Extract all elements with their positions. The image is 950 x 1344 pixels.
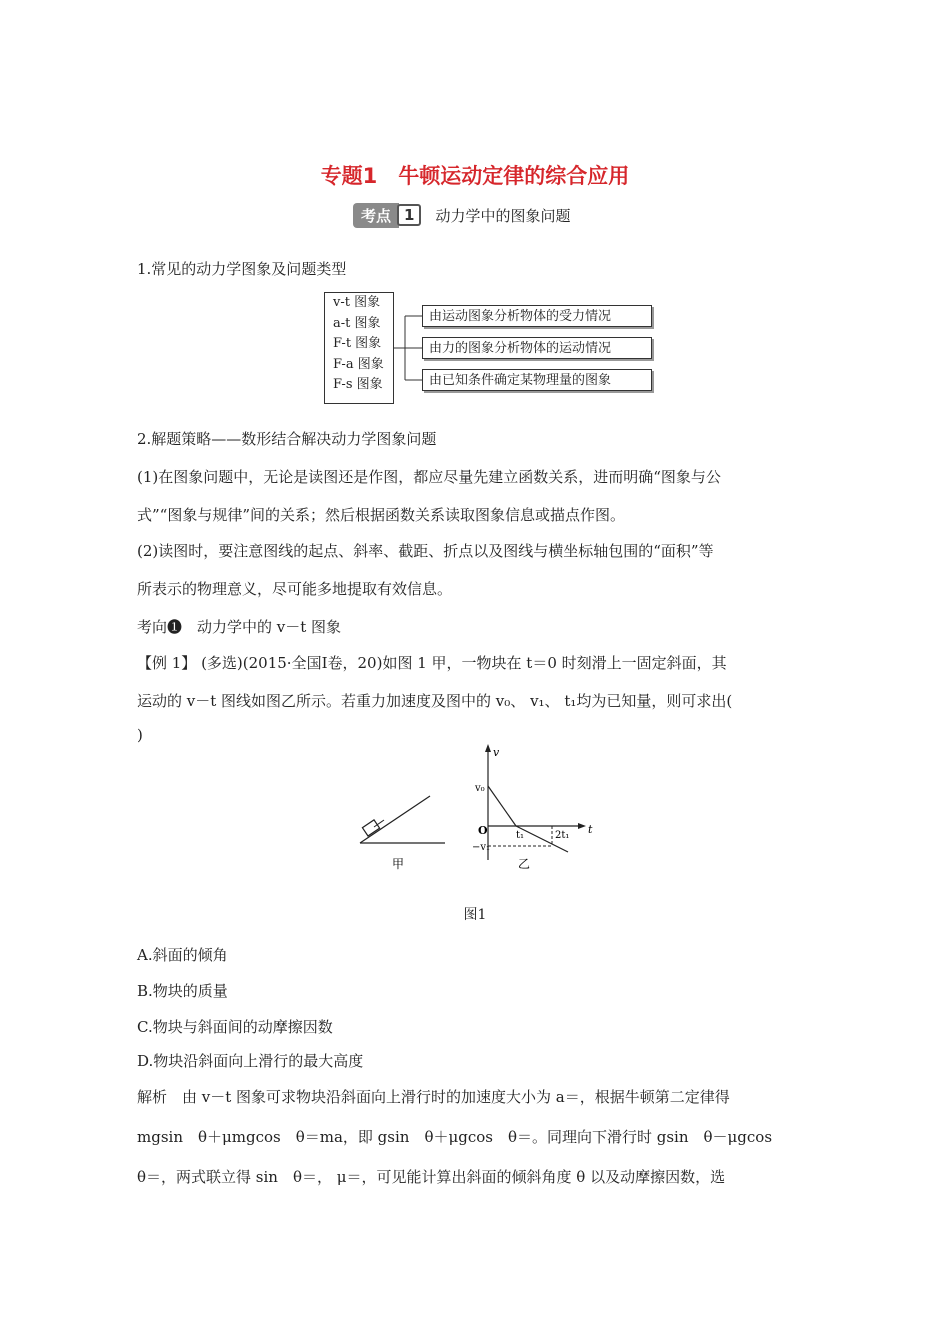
figure-svg: [350, 740, 610, 880]
graph-type-diagram: [324, 292, 654, 404]
section-heading-1: 1.常见的动力学图象及问题类型: [137, 260, 347, 278]
option-d: D.物块沿斜面向上滑行的最大高度: [137, 1052, 364, 1070]
paragraph-line: 式”“图象与规律”间的关系；然后根据函数关系读取图象信息或描点作图。: [137, 506, 626, 524]
problem-type-box: 由力的图象分析物体的运动情况: [422, 337, 652, 359]
neg-v1-label: −v₁: [472, 842, 491, 853]
axis-v-label: v: [493, 746, 500, 759]
origin-label: O: [478, 824, 488, 837]
graph-type-item: F-a 图象: [333, 356, 384, 372]
direction-heading: 考向❶ 动力学中的 v－t 图象: [137, 618, 342, 636]
graph-type-item: a-t 图象: [333, 315, 381, 331]
axis-t-label: t: [588, 823, 593, 836]
problem-type-box: 由运动图象分析物体的受力情况: [422, 305, 652, 327]
problem-type-box: 由已知条件确定某物理量的图象: [422, 369, 652, 391]
block-icon: [362, 820, 379, 836]
paragraph-line: 所表示的物理意义，尽可能多地提取有效信息。: [137, 580, 453, 598]
paragraph-line: (2)读图时，要注意图线的起点、斜率、截距、折点以及图线与横坐标轴包围的“面积”等: [137, 542, 714, 560]
graph-type-item: F-t 图象: [333, 336, 382, 351]
label-jia: 甲: [392, 857, 405, 871]
option-b: B.物块的质量: [137, 982, 228, 1000]
t1-label: t₁: [516, 830, 525, 841]
solution-line: θ＝，两式联立得 sin θ＝， μ＝，可见能计算出斜面的倾斜角度 θ 以及动摩擦因数，选: [137, 1168, 726, 1186]
page-title: 专题1 牛顿运动定律的综合应用: [320, 164, 630, 188]
badge-number: 1: [397, 204, 421, 226]
topic-badge: [353, 202, 570, 228]
label-yi: 乙: [518, 857, 531, 871]
graph-line-up: [488, 786, 516, 826]
v0-label: v₀: [475, 783, 485, 794]
example-line: 【例 1】 (多选)(2015·全国Ⅰ卷，20)如图 1 甲，一物块在 t＝0 时刻滑上一固定斜面，其: [137, 654, 727, 672]
example-line: ): [137, 726, 143, 744]
connector-lines: [393, 292, 423, 404]
example-line: 运动的 v－t 图线如图乙所示。若重力加速度及图中的 v₀、 v₁、 t₁均为已知量，则可求出(: [137, 692, 733, 710]
graph-type-item: F-s 图象: [333, 377, 383, 392]
figure-caption: 图1: [463, 907, 487, 923]
option-c: C.物块与斜面间的动摩擦因数: [137, 1018, 333, 1036]
graph-type-item: v-t 图象: [333, 295, 381, 310]
t-axis-arrow: [578, 823, 586, 829]
badge-label: 考点: [353, 203, 399, 228]
incline-line: [360, 796, 430, 843]
solution-line: 解析 由 v－t 图象可求物块沿斜面向上滑行时的加速度大小为 a＝，根据牛顿第二定律得: [137, 1088, 730, 1106]
graph-type-list: [324, 292, 394, 404]
solution-line: mgsin θ＋μmgcos θ＝ma，即 gsin θ＋μgcos θ＝。同理向下滑行时 gsin θ－μgcos: [137, 1128, 773, 1146]
option-a: A.斜面的倾角: [137, 946, 228, 964]
two-t1-label: 2t₁: [555, 830, 570, 841]
badge-text: 动力学中的图象问题: [435, 206, 571, 225]
v-axis-arrow: [485, 744, 491, 752]
paragraph-line: (1)在图象问题中，无论是读图还是作图，都应尽量先建立函数关系，进而明确“图象与公: [137, 468, 721, 486]
section-heading-2: 2.解题策略——数形结合解决动力学图象问题: [137, 430, 437, 448]
incline-vt-figure: [350, 740, 610, 880]
